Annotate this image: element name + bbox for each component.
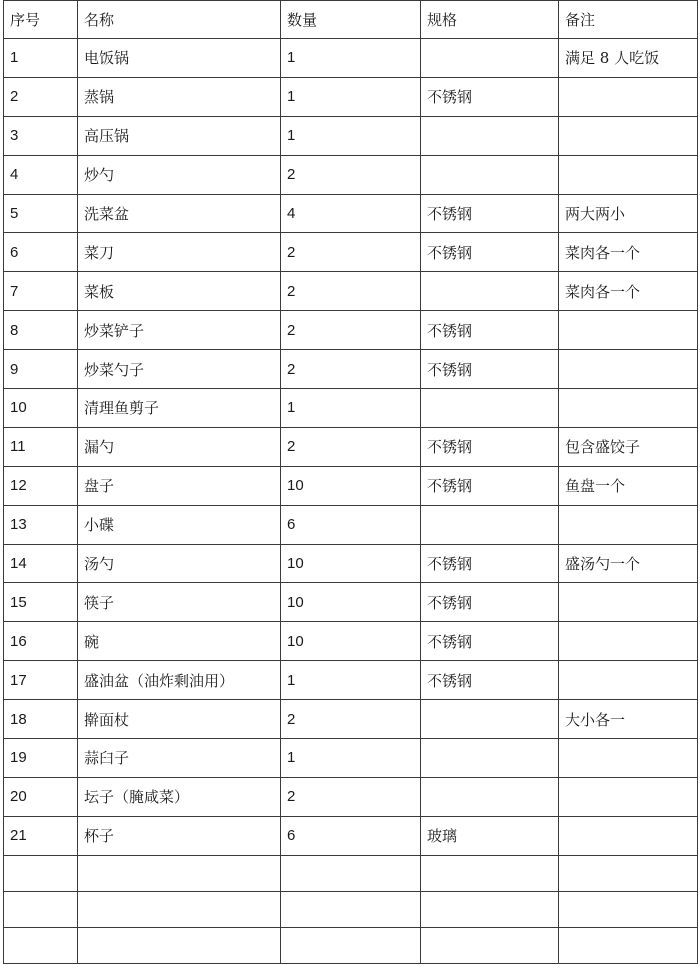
cell-spec: 不锈钢 [421,583,559,622]
cell-quantity: 2 [281,311,421,350]
cell-spec [421,39,559,78]
cell-quantity: 6 [281,505,421,544]
cell-note: 菜肉各一个 [559,233,698,272]
cell-spec: 不锈钢 [421,661,559,700]
empty-cell [78,891,281,927]
empty-cell [78,927,281,963]
cell-index: 19 [4,739,78,778]
empty-cell [421,891,559,927]
cell-spec [421,155,559,194]
cell-quantity: 10 [281,583,421,622]
empty-row [4,855,698,891]
cell-index: 7 [4,272,78,311]
cell-name: 汤勺 [78,544,281,583]
cell-index: 13 [4,505,78,544]
table-row [4,389,698,428]
cell-quantity: 1 [281,116,421,155]
cell-name: 坛子（腌咸菜） [78,777,281,816]
cell-spec: 不锈钢 [421,194,559,233]
table-row [4,427,698,466]
cell-name: 炒菜铲子 [78,311,281,350]
cell-index: 21 [4,816,78,855]
empty-cell [559,855,698,891]
cell-index: 11 [4,427,78,466]
cell-index: 17 [4,661,78,700]
table-row [4,777,698,816]
cell-note: 满足 8 人吃饭 [559,39,698,78]
cell-spec [421,777,559,816]
cell-quantity: 1 [281,389,421,428]
cell-name: 小碟 [78,505,281,544]
cell-spec [421,389,559,428]
cell-quantity: 10 [281,544,421,583]
cell-quantity: 1 [281,739,421,778]
cell-name: 杯子 [78,816,281,855]
cell-note [559,311,698,350]
cell-name: 洗菜盆 [78,194,281,233]
cell-note [559,350,698,389]
cell-index: 4 [4,155,78,194]
cell-quantity: 2 [281,155,421,194]
cell-index: 15 [4,583,78,622]
cell-note [559,661,698,700]
header-index: 序号 [4,1,78,39]
cell-index: 14 [4,544,78,583]
cell-name: 碗 [78,622,281,661]
cell-note: 鱼盘一个 [559,466,698,505]
cell-quantity: 2 [281,233,421,272]
cell-name: 漏勺 [78,427,281,466]
cell-index: 8 [4,311,78,350]
cell-spec: 不锈钢 [421,622,559,661]
cell-quantity: 2 [281,427,421,466]
cell-name: 清理鱼剪子 [78,389,281,428]
cell-note [559,77,698,116]
header-note: 备注 [559,1,698,39]
table-row [4,739,698,778]
cell-spec: 不锈钢 [421,233,559,272]
cell-note: 两大两小 [559,194,698,233]
table-row [4,661,698,700]
table-row [4,700,698,739]
cell-name: 蒜臼子 [78,739,281,778]
empty-cell [281,855,421,891]
table-row [4,350,698,389]
cell-name: 炒菜勺子 [78,350,281,389]
cell-quantity: 2 [281,700,421,739]
table-row [4,544,698,583]
table-row [4,194,698,233]
empty-cell [4,891,78,927]
empty-cell [4,855,78,891]
cell-name: 盛油盆（油炸剩油用） [78,661,281,700]
cell-name: 炒勺 [78,155,281,194]
cell-index: 18 [4,700,78,739]
empty-cell [78,855,281,891]
cell-spec: 不锈钢 [421,466,559,505]
table-row [4,505,698,544]
table-row [4,816,698,855]
cell-spec [421,739,559,778]
cell-index: 6 [4,233,78,272]
cell-name: 菜刀 [78,233,281,272]
cell-name: 高压锅 [78,116,281,155]
table-row [4,311,698,350]
cell-spec: 不锈钢 [421,77,559,116]
cell-quantity: 1 [281,77,421,116]
cell-quantity: 2 [281,777,421,816]
cell-spec [421,505,559,544]
cell-name: 筷子 [78,583,281,622]
cell-note [559,622,698,661]
cell-quantity: 1 [281,661,421,700]
header-quantity: 数量 [281,1,421,39]
cell-note [559,389,698,428]
cell-quantity: 2 [281,272,421,311]
cell-note: 包含盛饺子 [559,427,698,466]
cell-name: 菜板 [78,272,281,311]
cell-quantity: 1 [281,39,421,78]
cell-quantity: 2 [281,350,421,389]
cell-quantity: 10 [281,622,421,661]
cell-note: 菜肉各一个 [559,272,698,311]
empty-cell [4,927,78,963]
cell-index: 12 [4,466,78,505]
cell-index: 1 [4,39,78,78]
table-row [4,77,698,116]
cell-spec: 不锈钢 [421,427,559,466]
cell-index: 3 [4,116,78,155]
cell-note [559,816,698,855]
empty-cell [559,927,698,963]
empty-cell [281,927,421,963]
cell-spec: 不锈钢 [421,544,559,583]
empty-cell [281,891,421,927]
cell-index: 10 [4,389,78,428]
cell-spec [421,272,559,311]
table-row [4,155,698,194]
header-spec: 规格 [421,1,559,39]
cell-name: 擀面杖 [78,700,281,739]
cell-note: 大小各一 [559,700,698,739]
cell-spec [421,700,559,739]
table-row [4,116,698,155]
kitchenware-list-table [3,0,698,964]
cell-note [559,739,698,778]
table-row [4,272,698,311]
cell-index: 16 [4,622,78,661]
cell-note [559,583,698,622]
cell-quantity: 4 [281,194,421,233]
table-row [4,466,698,505]
cell-quantity: 6 [281,816,421,855]
cell-index: 5 [4,194,78,233]
cell-note [559,505,698,544]
table-row [4,233,698,272]
cell-index: 9 [4,350,78,389]
cell-quantity: 10 [281,466,421,505]
cell-note [559,116,698,155]
empty-cell [421,927,559,963]
table-row [4,583,698,622]
header-name: 名称 [78,1,281,39]
table-row [4,39,698,78]
table-header-row [4,1,698,39]
cell-note: 盛汤勺一个 [559,544,698,583]
cell-name: 蒸锅 [78,77,281,116]
empty-cell [421,855,559,891]
empty-row [4,927,698,963]
cell-name: 电饭锅 [78,39,281,78]
empty-row [4,891,698,927]
empty-cell [559,891,698,927]
cell-index: 2 [4,77,78,116]
cell-spec [421,116,559,155]
cell-note [559,155,698,194]
cell-spec: 玻璃 [421,816,559,855]
table-body [4,39,698,964]
cell-name: 盘子 [78,466,281,505]
cell-spec: 不锈钢 [421,311,559,350]
cell-index: 20 [4,777,78,816]
cell-spec: 不锈钢 [421,350,559,389]
table-row [4,622,698,661]
cell-note [559,777,698,816]
